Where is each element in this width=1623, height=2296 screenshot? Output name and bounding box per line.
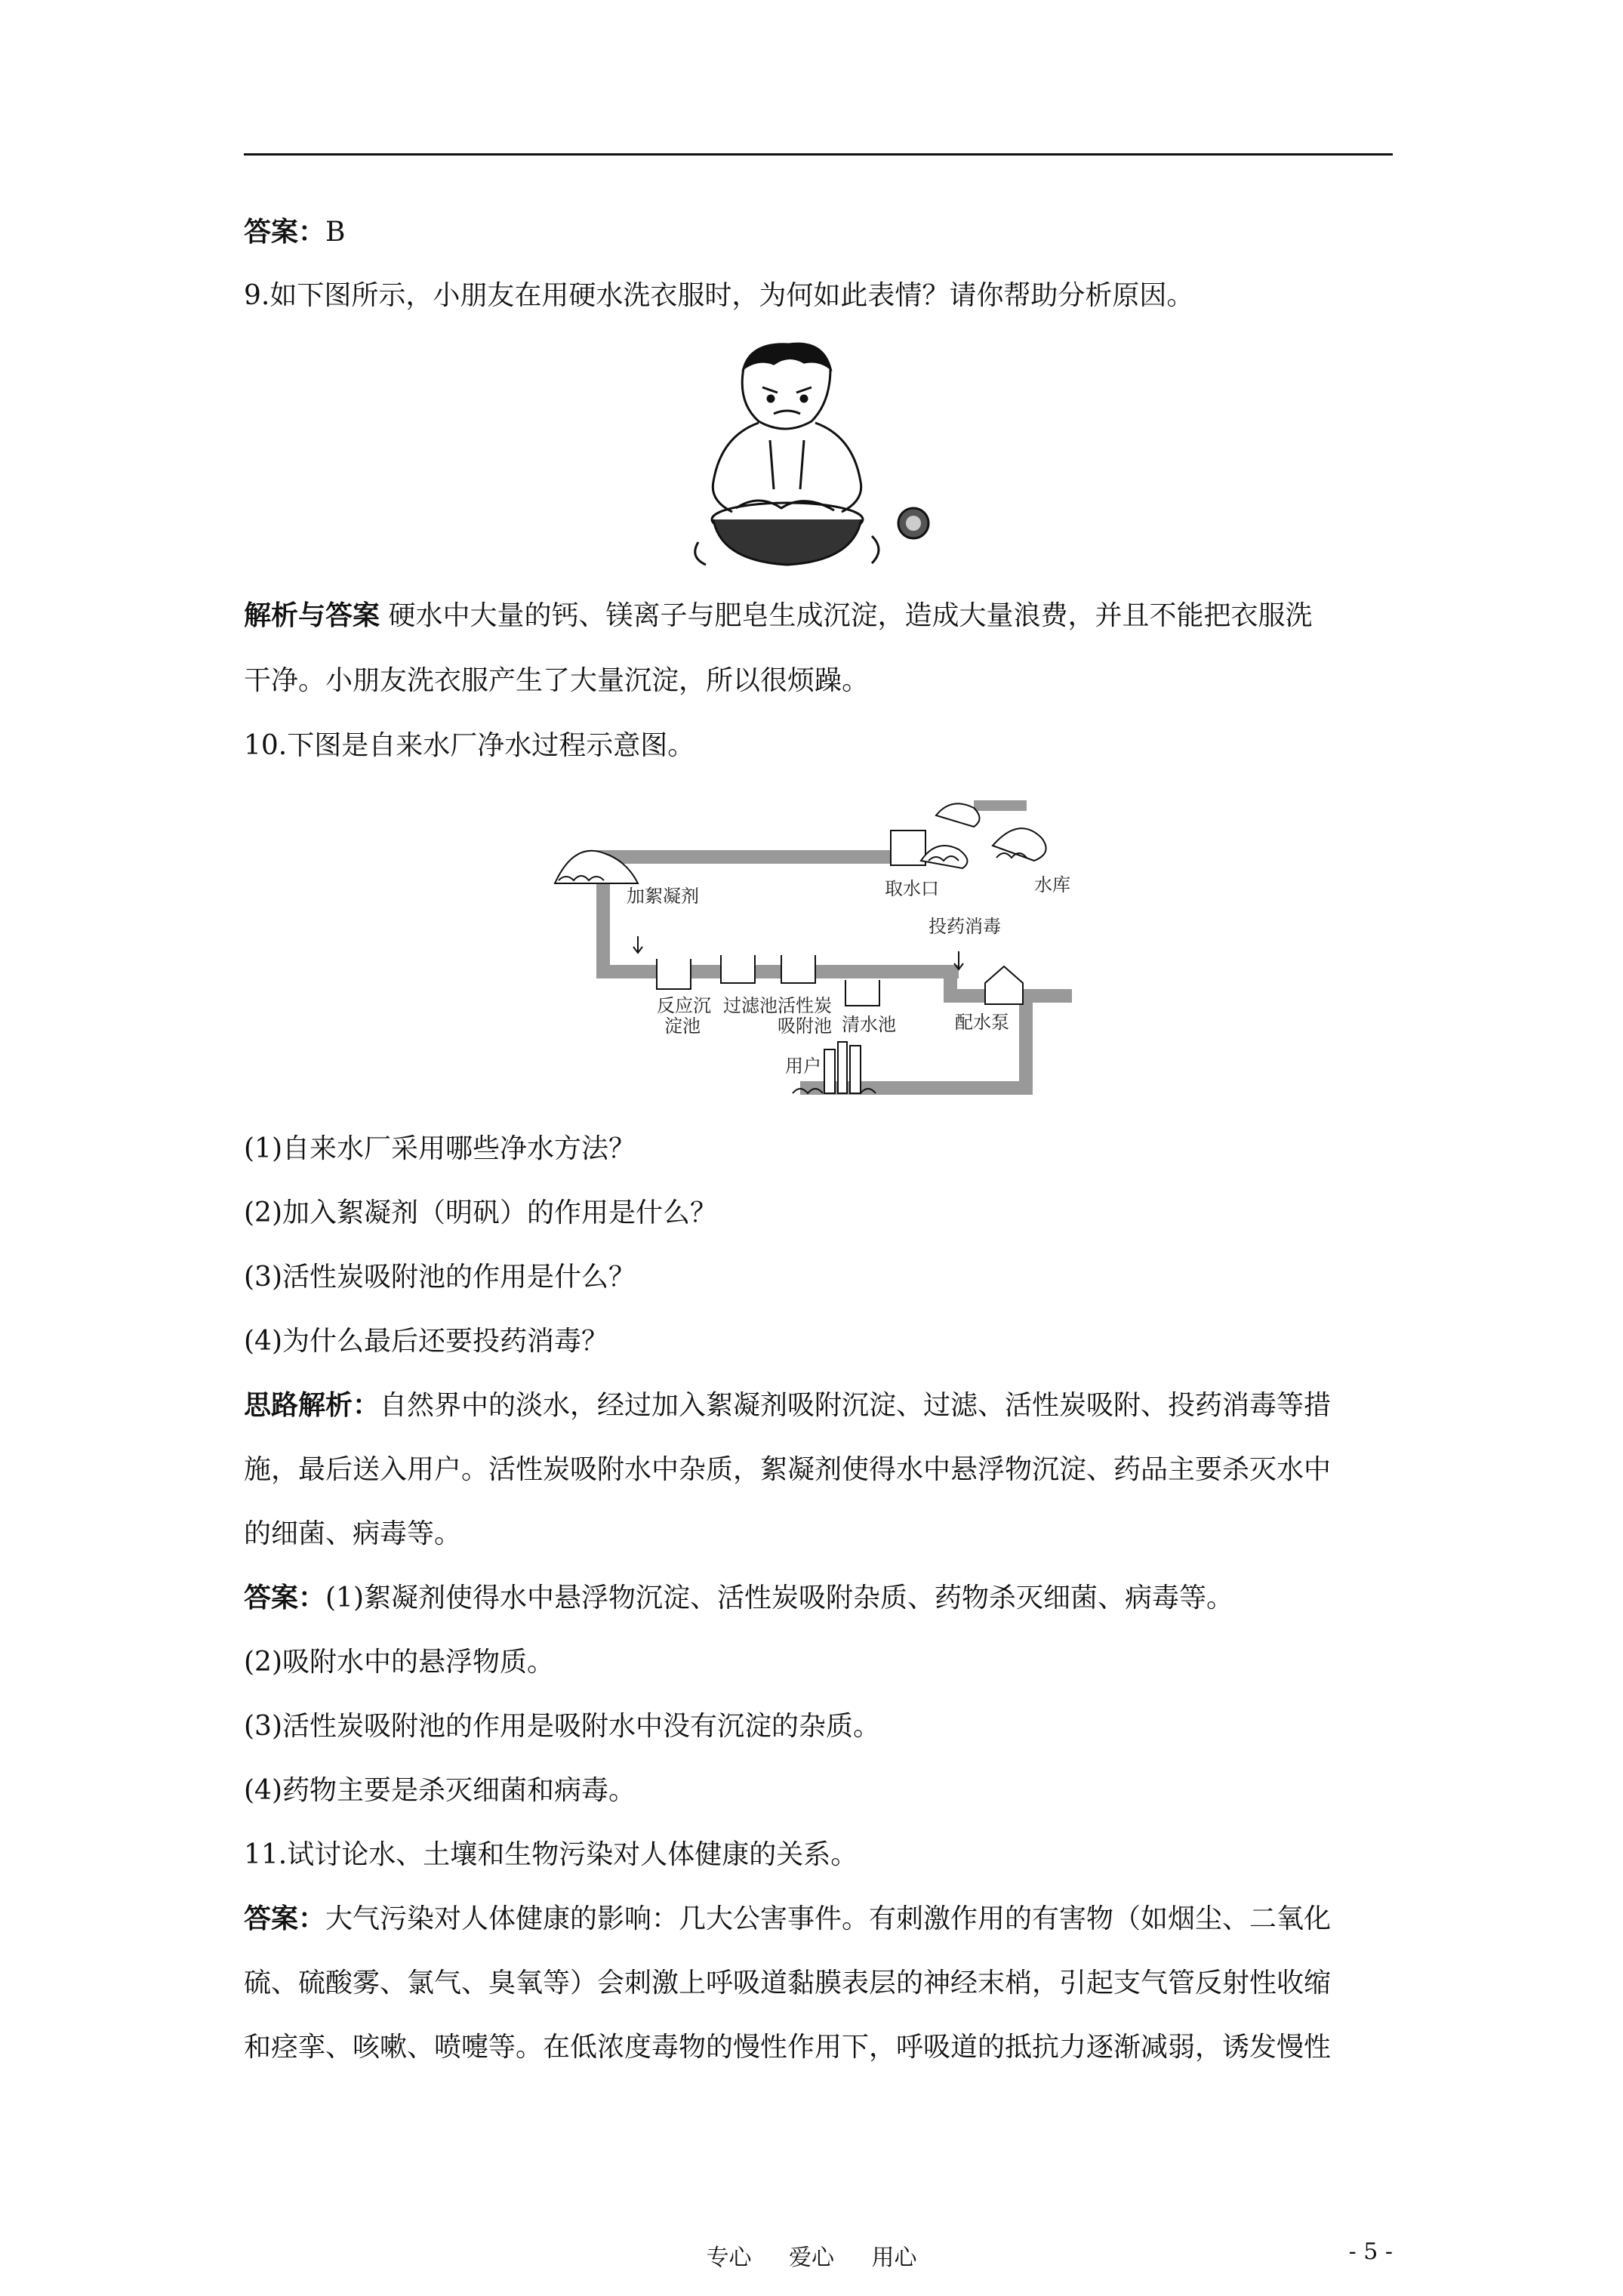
answer-10-1: 答案：(1)絮凝剂使得水中悬浮物沉淀、活性炭吸附杂质、药物杀灭细菌、病毒等。 — [244, 1583, 1234, 1613]
q10-sub1: (1)自来水厂采用哪些净水方法？ — [244, 1133, 636, 1164]
question-9: 9.如下图所示，小朋友在用硬水洗衣服时，为何如此表情？请你帮助分析原因。 — [244, 280, 1194, 311]
q10-sub3: (3)活性炭吸附池的作用是什么？ — [244, 1262, 636, 1293]
pump-house — [985, 966, 1023, 1004]
answer-11-line3: 和痉挛、咳嗽、喷嚏等。在低浓度毒物的慢性作用下，呼吸道的抵抗力逐渐减弱，诱发慢性 — [244, 2032, 1332, 2063]
reasoning-line3: 的细菌、病毒等。 — [244, 1518, 462, 1549]
answer-8: 答案：B — [244, 217, 346, 248]
analysis-9-line1: 解析与答案 硬水中大量的钙、镁离子与肥皂生成沉淀，造成大量浪费，并且不能把衣服洗 — [244, 600, 1313, 631]
label-tank1-a: 反应沉 — [657, 995, 711, 1016]
intake-box — [891, 831, 925, 865]
header-rule — [244, 153, 1393, 156]
label-add-coagulant: 加絮凝剂 — [627, 886, 699, 907]
label-intake: 取水口 — [885, 878, 939, 899]
answer-11-line1: 答案：大气污染对人体健康的影响：几大公害事件。有刺激作用的有害物（如烟尘、二氧化 — [244, 1903, 1332, 1934]
question-11: 11.试讨论水、土壤和生物污染对人体健康的关系。 — [244, 1839, 858, 1870]
reasoning-line2: 施，最后送入用户。活性炭吸附水中杂质，絮凝剂使得水中悬浮物沉淀、药品主要杀灭水中 — [244, 1454, 1332, 1485]
label-pump: 配水泵 — [955, 1012, 1009, 1033]
tank-clear — [845, 980, 879, 1006]
q10-sub4: (4)为什么最后还要投药消毒？ — [244, 1326, 608, 1357]
tank-reaction — [657, 959, 691, 989]
reasoning-line1: 思路解析：自然界中的淡水，经过加入絮凝剂吸附沉淀、过滤、活性炭吸附、投药消毒等措 — [244, 1390, 1332, 1421]
label-tank4: 清水池 — [842, 1014, 896, 1035]
analysis-9-line2: 干净。小朋友洗衣服产生了大量沉淀，所以很烦躁。 — [244, 665, 870, 696]
label-reservoir: 水库 — [1034, 874, 1070, 895]
label-tank3-a: 活性炭 — [778, 995, 832, 1016]
answer-10-2: (2)吸附水中的悬浮物质。 — [244, 1647, 554, 1678]
page-number: - 5 - — [1348, 2239, 1393, 2265]
tank-filter — [721, 955, 755, 983]
tank-carbon — [781, 955, 815, 983]
q10-sub2: (2)加入絮凝剂（明矾）的作用是什么？ — [244, 1197, 717, 1228]
question-10: 10.下图是自来水厂净水过程示意图。 — [244, 730, 695, 761]
answer-10-3: (3)活性炭吸附池的作用是吸附水中没有沉淀的杂质。 — [244, 1711, 880, 1742]
water-treatment-diagram — [551, 785, 1072, 1102]
label-users: 用户 — [785, 1056, 821, 1077]
label-tank1-b: 淀池 — [664, 1015, 701, 1037]
label-tank3-b: 吸附池 — [778, 1015, 832, 1037]
answer-10-4: (4)药物主要是杀灭细菌和病毒。 — [244, 1775, 636, 1806]
label-tank2: 过滤池 — [723, 995, 778, 1016]
answer-11-line2: 硫、硫酸雾、氯气、臭氧等）会刺激上呼吸道黏膜表层的神经末梢，引起支气管反射性收缩 — [244, 1968, 1332, 1999]
footer-motto: 专心 爱心 用心 — [706, 2245, 917, 2271]
child-washing-illustration — [691, 338, 940, 580]
label-disinfect: 投药消毒 — [929, 916, 1001, 937]
